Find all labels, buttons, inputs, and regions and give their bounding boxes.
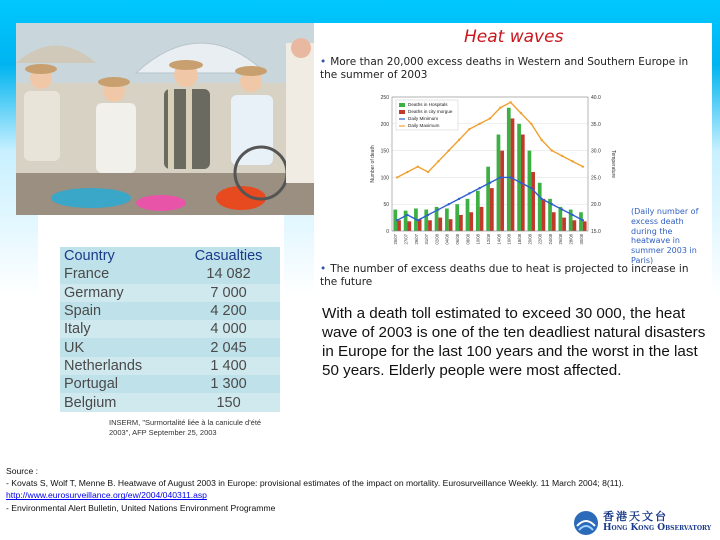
- bullet-dot-icon: •: [320, 56, 327, 68]
- point-daily-minimum: [489, 182, 491, 184]
- bar-hospital: [455, 204, 459, 231]
- legend-swatch: [399, 110, 405, 114]
- point-daily-maximum: [489, 117, 491, 119]
- point-daily-minimum: [530, 187, 532, 189]
- bar-hospital: [404, 211, 408, 231]
- table-row: [60, 357, 280, 375]
- y2-tick-label: 20.0: [591, 202, 601, 209]
- chart-legend: [396, 100, 458, 130]
- bar-morgue: [490, 188, 494, 231]
- bar-hospital: [517, 124, 521, 231]
- table-row: [60, 265, 280, 283]
- legend-entry: Deaths in city morgue: [408, 109, 453, 114]
- casualties-cell: 4 000: [177, 320, 280, 338]
- point-daily-maximum: [468, 128, 470, 130]
- country-cell: Belgium: [60, 393, 177, 411]
- country-cell: Netherlands: [60, 357, 177, 375]
- country-cell: Germany: [60, 284, 177, 302]
- logo-english-name: Hong Kong Observatory: [603, 523, 712, 533]
- point-daily-maximum: [406, 171, 408, 173]
- y-tick-label: 100: [380, 175, 389, 182]
- bar-morgue: [407, 221, 411, 231]
- point-daily-minimum: [582, 219, 584, 221]
- source-link[interactable]: http://www.eurosurveillance.org/ew/2004/040311.asp: [6, 490, 207, 501]
- bar-hospital: [579, 212, 583, 231]
- point-daily-maximum: [437, 160, 439, 162]
- source-label: Source :: [6, 466, 39, 476]
- y-axis-label: Number of death: [370, 145, 376, 183]
- x-tick-label: 28/08: [568, 234, 574, 245]
- legend-entry: Deaths in Hospitals: [408, 102, 448, 107]
- casualties-cell: 7 000: [177, 284, 280, 302]
- point-daily-minimum: [427, 214, 429, 216]
- casualties-cell: 1 300: [210, 376, 247, 393]
- bar-hospital: [497, 135, 501, 231]
- point-daily-maximum: [540, 139, 542, 141]
- point-daily-minimum: [551, 203, 553, 205]
- bullet-dot-icon: •: [320, 263, 327, 275]
- point-daily-minimum: [417, 219, 419, 221]
- point-daily-minimum: [509, 176, 511, 178]
- casualties-table: [60, 247, 280, 412]
- legend-entry: Daily Minimum: [408, 116, 439, 121]
- y2-tick-label: 35.0: [591, 121, 601, 128]
- bar-hospital: [476, 191, 480, 231]
- x-tick-label: 31/07: [424, 234, 430, 245]
- y2-tick-label: 15.0: [591, 229, 601, 235]
- point-daily-maximum: [551, 149, 553, 151]
- point-daily-minimum: [540, 198, 542, 200]
- observatory-logo: [573, 510, 711, 536]
- country-cell: Spain: [64, 303, 102, 320]
- logo-chinese-name: 香港天文台: [603, 511, 668, 523]
- point-daily-maximum: [499, 107, 501, 109]
- point-daily-maximum: [530, 123, 532, 125]
- point-daily-maximum: [582, 165, 584, 167]
- point-daily-maximum: [417, 165, 419, 167]
- x-tick-label: 22/08: [537, 234, 543, 245]
- x-tick-label: 04/08: [444, 234, 450, 245]
- heatwave-photo: [16, 23, 314, 215]
- point-daily-minimum: [571, 214, 573, 216]
- legend-entry: Daily Maximum: [408, 123, 440, 128]
- table-row: [60, 338, 280, 356]
- bar-morgue: [542, 199, 546, 231]
- x-tick-label: 16/08: [506, 234, 512, 245]
- bar-hospital: [528, 151, 532, 231]
- bar-morgue: [459, 215, 463, 231]
- bullet-text: The number of excess deaths due to heat is projected to increase in the future: [320, 263, 689, 288]
- chart-caption: (Daily number of excess death during the heatwave in summer 2003 in Paris): [631, 207, 699, 265]
- legend-swatch: [399, 103, 405, 107]
- x-tick-label: 25/07: [393, 234, 399, 245]
- y-tick-label: 150: [380, 148, 389, 155]
- point-daily-maximum: [458, 139, 460, 141]
- table-row: [60, 393, 280, 411]
- excess-death-chart: [364, 91, 624, 266]
- table-row: [60, 302, 280, 320]
- point-daily-maximum: [571, 160, 573, 162]
- bar-hospital: [445, 208, 449, 231]
- bullet-projection: [320, 263, 700, 288]
- casualties-cell: 2 045: [210, 339, 247, 356]
- x-tick-label: 14/08: [496, 234, 502, 245]
- point-daily-maximum: [509, 101, 511, 103]
- header-country: Country: [64, 248, 115, 265]
- table-header-row: [60, 247, 280, 265]
- elderly-people-photo-illustration: [16, 23, 314, 215]
- bar-morgue: [562, 218, 566, 231]
- x-tick-label: 08/08: [465, 234, 471, 245]
- country-cell: France: [64, 266, 110, 283]
- casualties-cell: 4 200: [210, 303, 247, 320]
- bar-hospital: [486, 167, 490, 231]
- point-daily-maximum: [396, 176, 398, 178]
- x-tick-label: 02/08: [434, 234, 440, 245]
- x-tick-label: 30/08: [578, 234, 584, 245]
- point-daily-minimum: [561, 208, 563, 210]
- point-daily-minimum: [478, 187, 480, 189]
- x-tick-label: 06/08: [455, 234, 461, 245]
- point-daily-maximum: [520, 112, 522, 114]
- point-daily-minimum: [448, 203, 450, 205]
- y-tick-label: 0: [386, 229, 389, 235]
- bar-morgue: [573, 220, 577, 231]
- casualties-cell: 1 400: [177, 357, 280, 375]
- source-references: [6, 465, 716, 514]
- table-row: [60, 320, 280, 338]
- y2-tick-label: 30.0: [591, 148, 601, 155]
- point-daily-minimum: [396, 219, 398, 221]
- bar-morgue: [397, 220, 401, 231]
- bar-morgue: [531, 172, 535, 231]
- y2-axis-label: Temperature: [610, 149, 616, 179]
- bar-morgue: [449, 219, 453, 231]
- casualties-cell: 14 082: [206, 266, 251, 283]
- country-cell: Italy: [60, 320, 177, 338]
- casualties-cell: 150: [177, 393, 280, 411]
- x-tick-label: 20/08: [527, 234, 533, 245]
- bar-morgue: [583, 221, 587, 231]
- point-daily-minimum: [499, 176, 501, 178]
- country-cell: UK: [64, 339, 85, 356]
- x-tick-label: 29/07: [413, 234, 419, 245]
- chart-svg: [364, 91, 624, 261]
- point-daily-minimum: [458, 198, 460, 200]
- point-daily-maximum: [448, 149, 450, 151]
- bar-morgue: [480, 207, 484, 231]
- bar-morgue: [469, 212, 473, 231]
- main-description: With a death toll estimated to exceed 30 000, the heat wave of 2003 is one of the ten deadliest natural disasters in Europe for the last 100 years and the worst in the last 50 years. Elderly people were most affected.: [322, 305, 706, 379]
- point-daily-minimum: [520, 182, 522, 184]
- table-row: [60, 284, 280, 302]
- country-casualties-panel: [38, 215, 284, 443]
- bar-hospital: [466, 199, 470, 231]
- bar-morgue: [500, 151, 504, 231]
- y2-tick-label: 40.0: [591, 95, 601, 101]
- bullet-text: More than 20,000 excess deaths in Western and Southern Europe in the summer of 2003: [320, 56, 689, 81]
- point-daily-maximum: [561, 155, 563, 157]
- x-tick-label: 24/08: [547, 234, 553, 245]
- point-daily-minimum: [468, 192, 470, 194]
- x-tick-label: 12/08: [486, 234, 491, 245]
- bar-morgue: [552, 212, 556, 231]
- bar-morgue: [511, 118, 515, 231]
- point-daily-minimum: [437, 208, 439, 210]
- source-line-2: - Environmental Alert Bulletin, United Nations Environment Programme: [6, 502, 276, 513]
- y-tick-label: 200: [380, 121, 389, 128]
- bar-morgue: [428, 220, 432, 231]
- x-tick-label: 18/08: [516, 234, 522, 245]
- observatory-emblem-icon: [573, 510, 599, 536]
- heatwave-slide: [314, 23, 712, 295]
- bar-morgue: [438, 218, 442, 231]
- table-source-note: INSERM, "Surmortalité liée à la canicule d'été 2003", AFP September 25, 2003: [109, 418, 262, 437]
- x-tick-label: 27/07: [403, 234, 409, 245]
- y-tick-label: 250: [380, 95, 389, 101]
- source-line-1: [6, 477, 716, 501]
- table-row: [60, 375, 280, 393]
- header-casualties: Casualties: [194, 248, 263, 265]
- point-daily-maximum: [427, 171, 429, 173]
- point-daily-maximum: [478, 123, 480, 125]
- point-daily-minimum: [406, 214, 408, 216]
- bullet-excess-deaths: [320, 56, 700, 81]
- country-cell: Portugal: [64, 376, 119, 393]
- bar-hospital: [538, 183, 542, 231]
- x-tick-label: 10/08: [475, 234, 481, 245]
- slide-title: Heat waves: [464, 27, 564, 47]
- y2-tick-label: 25.0: [591, 175, 601, 182]
- bar-hospital: [507, 108, 511, 231]
- source-citation: - Kovats S, Wolf T, Menne B. Heatwave of August 2003 in Europe: provisional estimates of the impact on mortality. Eurosurveillance Weekly. 11 March 2004; 8(11).: [6, 478, 624, 489]
- x-tick-label: 26/08: [558, 234, 564, 245]
- y-tick-label: 50: [383, 202, 389, 209]
- bar-hospital: [424, 210, 428, 231]
